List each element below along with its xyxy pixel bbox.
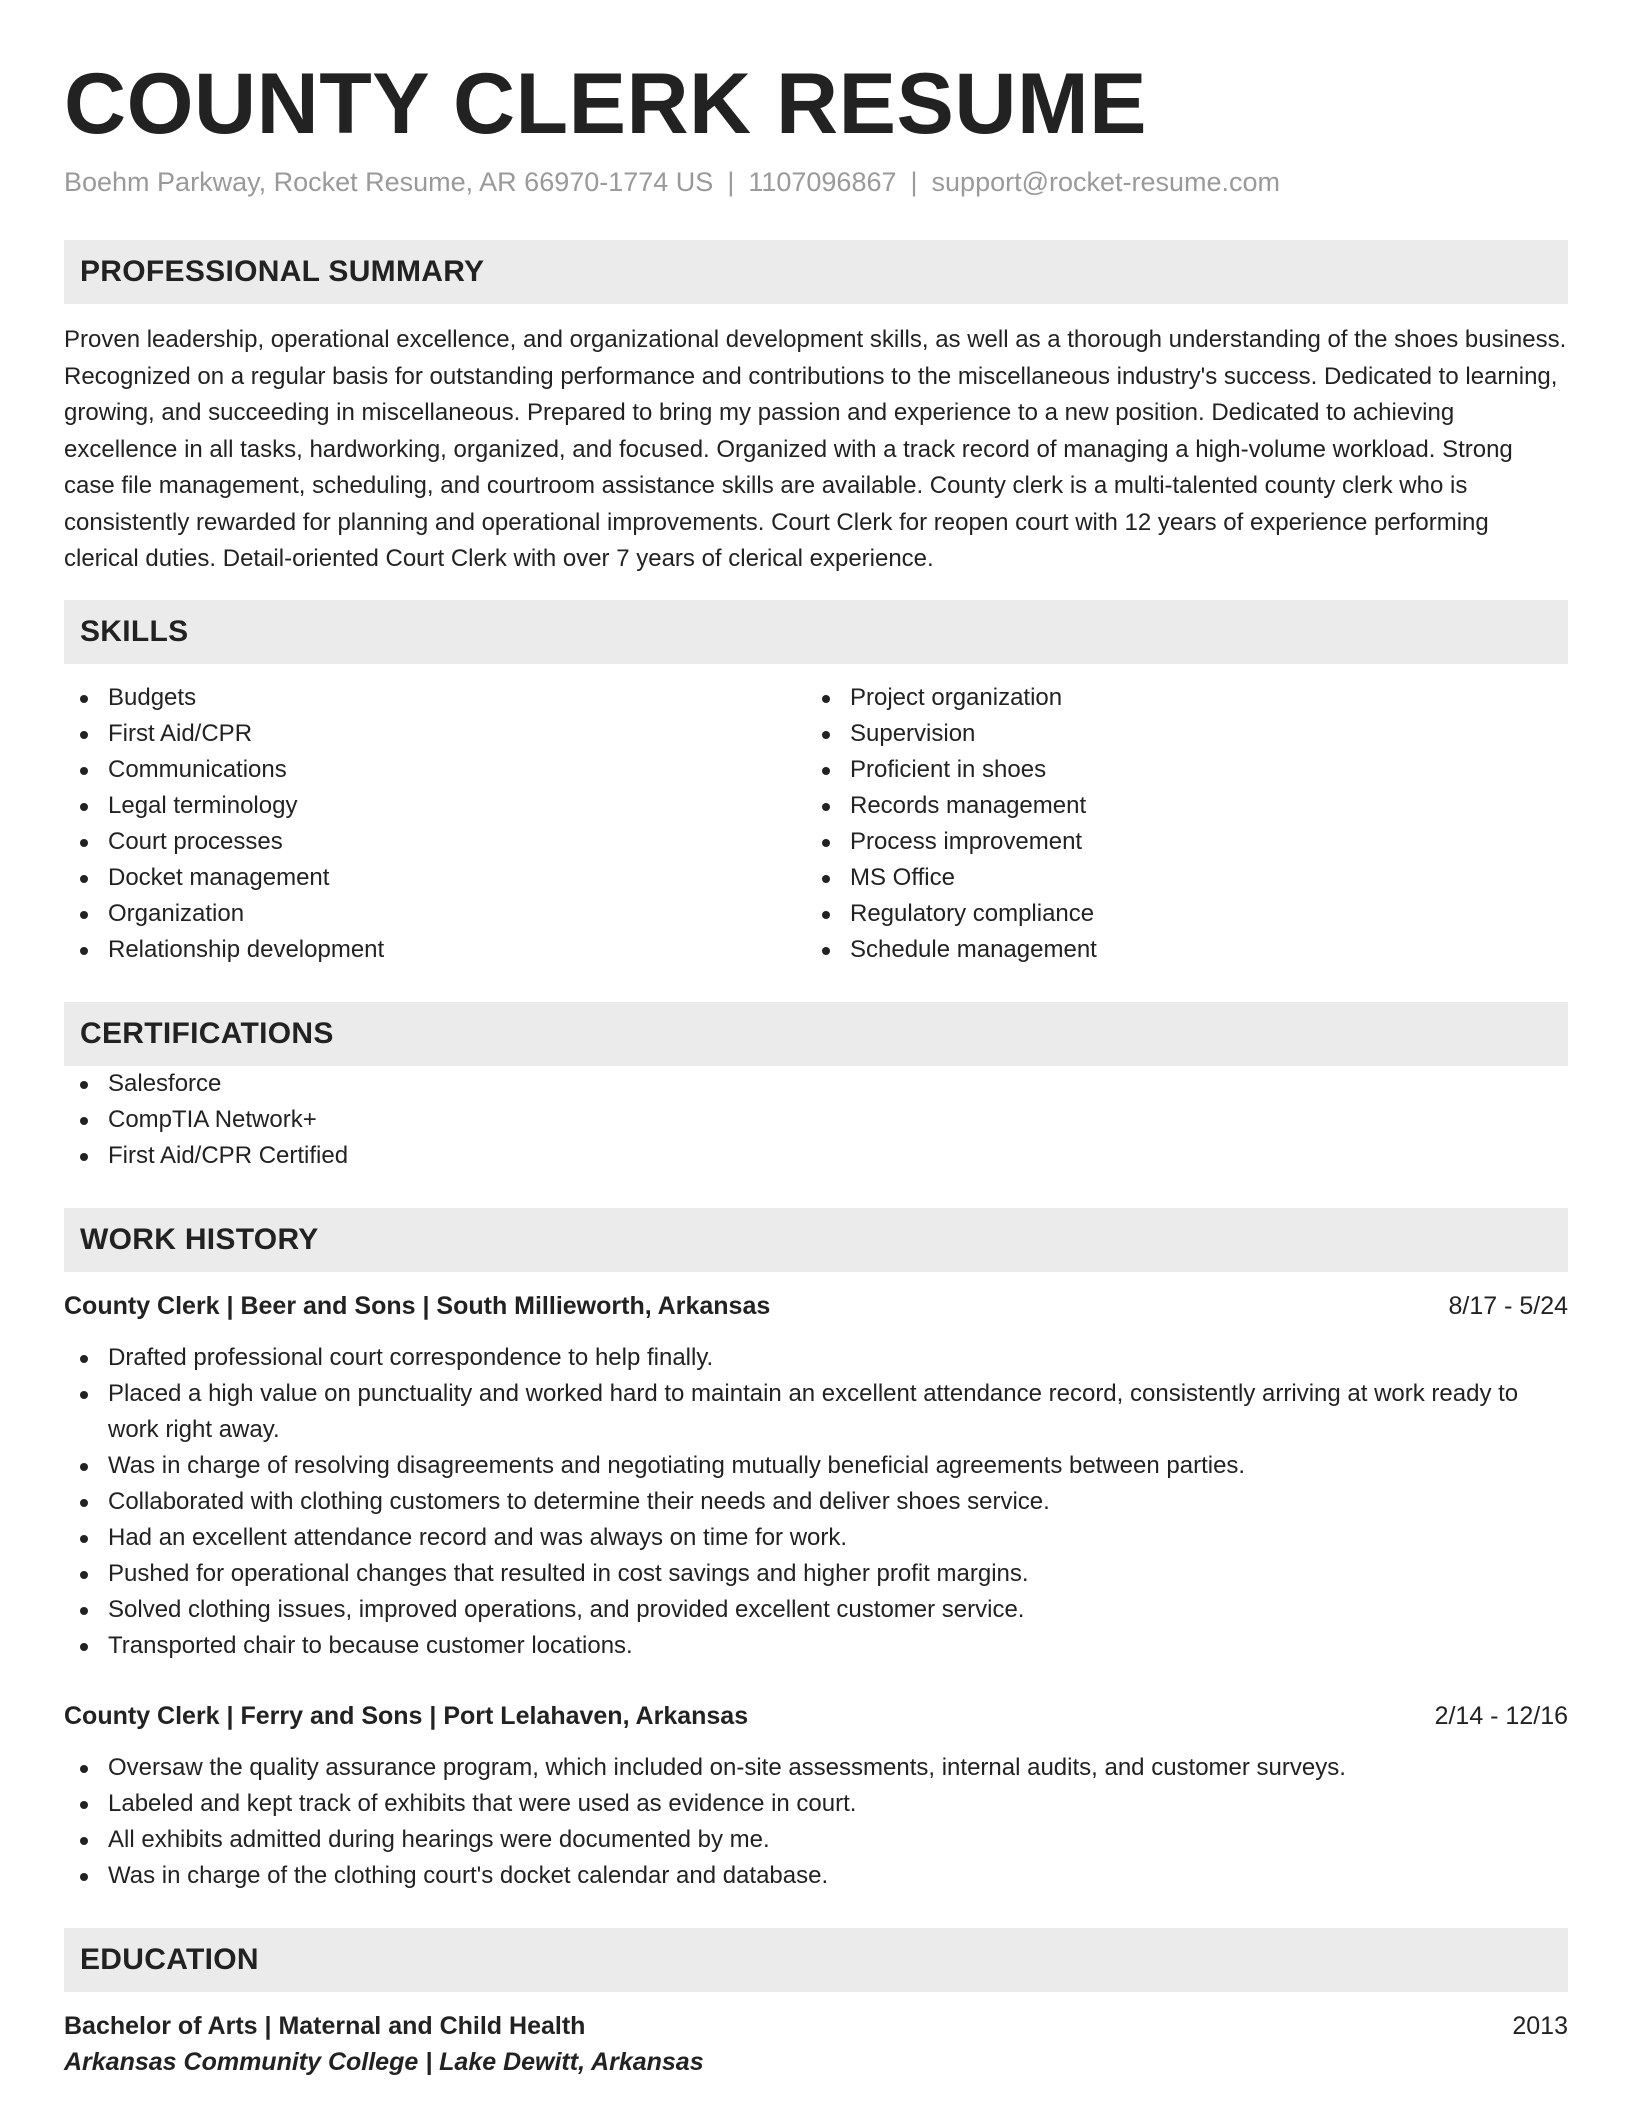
job-duty-item: Placed a high value on punctuality and worked hard to maintain an excellent attendance record, consistently arriving at work ready to work right away. bbox=[64, 1376, 1568, 1448]
skill-item: Legal terminology bbox=[64, 788, 806, 824]
address-text: Boehm Parkway, Rocket Resume, AR 66970-1774 US bbox=[64, 167, 714, 197]
job-duty-item: Oversaw the quality assurance program, which included on-site assessments, internal audits, and customer surveys. bbox=[64, 1750, 1568, 1786]
job-duty-item: All exhibits admitted during hearings were documented by me. bbox=[64, 1822, 1568, 1858]
summary-text: Proven leadership, operational excellence, and organizational development skills, as well as a thorough understanding of the shoes business. Recognized on a regular basis for outstanding performance and contributions to the miscellaneous industry's success. Dedicated to learning, growing, and succeeding in miscellaneous. Prepared to bring my passion and experience to a new position. Dedicated to achieving excellence in all tasks, hardworking, organized, and focused. Organized with a track record of managing a high-volume workload. Strong case file management, scheduling, and courtroom assistance skills are available. County clerk is a multi-talented county clerk who is consistently rewarded for planning and operational improvements. Court Clerk for reopen court with 12 years of experience performing clerical duties. Detail-oriented Court Clerk with over 7 years of clerical experience. bbox=[64, 326, 1567, 572]
job-title: County Clerk | Ferry and Sons | Port Lelahaven, Arkansas bbox=[64, 1701, 749, 1730]
skill-item: Supervision bbox=[806, 716, 1548, 752]
summary-section-header bbox=[64, 240, 1568, 304]
resume-title: COUNTY CLERK RESUME bbox=[64, 56, 1147, 152]
job-duty-item: Transported chair to because customer locations. bbox=[64, 1628, 1568, 1664]
skills-grid bbox=[64, 680, 1568, 968]
job-dates: 8/17 - 5/24 bbox=[1448, 1291, 1568, 1320]
job-duty-item: Solved clothing issues, improved operations, and provided excellent customer service. bbox=[64, 1592, 1568, 1628]
education-heading: EDUCATION bbox=[80, 1942, 259, 1976]
skill-item: Regulatory compliance bbox=[806, 896, 1548, 932]
skill-item: Court processes bbox=[64, 824, 806, 860]
email-link[interactable]: support@rocket-resume.com bbox=[931, 167, 1281, 197]
job-duty-item: Collaborated with clothing customers to determine their needs and deliver shoes service. bbox=[64, 1484, 1568, 1520]
job-dates: 2/14 - 12/16 bbox=[1434, 1701, 1568, 1730]
job-duties-list bbox=[64, 1340, 1568, 1664]
skill-item: Project organization bbox=[806, 680, 1548, 716]
skill-item: Records management bbox=[806, 788, 1548, 824]
job-duty-item: Was in charge of the clothing court's docket calendar and database. bbox=[64, 1858, 1568, 1894]
job-duties-list bbox=[64, 1750, 1568, 1894]
contact-separator: | bbox=[910, 167, 918, 197]
skill-item: Budgets bbox=[64, 680, 806, 716]
education-entry bbox=[64, 2008, 1568, 2080]
skills-list-left bbox=[64, 680, 806, 968]
contact-line bbox=[64, 164, 1568, 200]
certification-item: Salesforce bbox=[64, 1066, 1568, 1102]
skills-section-header bbox=[64, 600, 1568, 664]
education-header bbox=[64, 2008, 1568, 2044]
skill-item: Proficient in shoes bbox=[806, 752, 1548, 788]
job-duty-item: Drafted professional court correspondence to help finally. bbox=[64, 1340, 1568, 1376]
skills-list-right bbox=[806, 680, 1548, 968]
certification-item: CompTIA Network+ bbox=[64, 1102, 1568, 1138]
certification-item: First Aid/CPR Certified bbox=[64, 1138, 1568, 1174]
degree-text: Bachelor of Arts | Maternal and Child Health bbox=[64, 2011, 586, 2040]
skills-heading: SKILLS bbox=[80, 614, 189, 648]
job-duty-item: Pushed for operational changes that resulted in cost savings and higher profit margins. bbox=[64, 1556, 1568, 1592]
skill-item: First Aid/CPR bbox=[64, 716, 806, 752]
education-section-header bbox=[64, 1928, 1568, 1992]
work-history-heading: WORK HISTORY bbox=[80, 1222, 319, 1256]
job-entry bbox=[64, 1288, 1568, 1664]
graduation-year: 2013 bbox=[1512, 2011, 1568, 2040]
skill-item: Schedule management bbox=[806, 932, 1548, 968]
skill-item: Organization bbox=[64, 896, 806, 932]
summary-heading: PROFESSIONAL SUMMARY bbox=[80, 255, 485, 288]
certifications-section-header bbox=[64, 1002, 1568, 1066]
skill-item: Communications bbox=[64, 752, 806, 788]
job-title: County Clerk | Beer and Sons | South Millieworth, Arkansas bbox=[64, 1291, 771, 1320]
school-text: Arkansas Community College | Lake Dewitt, Arkansas bbox=[64, 2047, 704, 2076]
work-history-section-header bbox=[64, 1208, 1568, 1272]
job-duty-item: Was in charge of resolving disagreements and negotiating mutually beneficial agreements between parties. bbox=[64, 1448, 1568, 1484]
job-header bbox=[64, 1698, 1568, 1734]
skills-column-left bbox=[64, 680, 806, 968]
contact-separator: | bbox=[727, 167, 735, 197]
skill-item: Process improvement bbox=[806, 824, 1548, 860]
skill-item: MS Office bbox=[806, 860, 1548, 896]
phone-text: 1107096867 bbox=[748, 167, 897, 197]
skill-item: Relationship development bbox=[64, 932, 806, 968]
certifications-heading: CERTIFICATIONS bbox=[80, 1016, 334, 1050]
certifications-list bbox=[64, 1066, 1568, 1174]
job-duty-item: Had an excellent attendance record and was always on time for work. bbox=[64, 1520, 1568, 1556]
job-duty-item: Labeled and kept track of exhibits that were used as evidence in court. bbox=[64, 1786, 1568, 1822]
skills-column-right bbox=[806, 680, 1548, 968]
job-entry bbox=[64, 1698, 1568, 1894]
job-header bbox=[64, 1288, 1568, 1324]
skill-item: Docket management bbox=[64, 860, 806, 896]
